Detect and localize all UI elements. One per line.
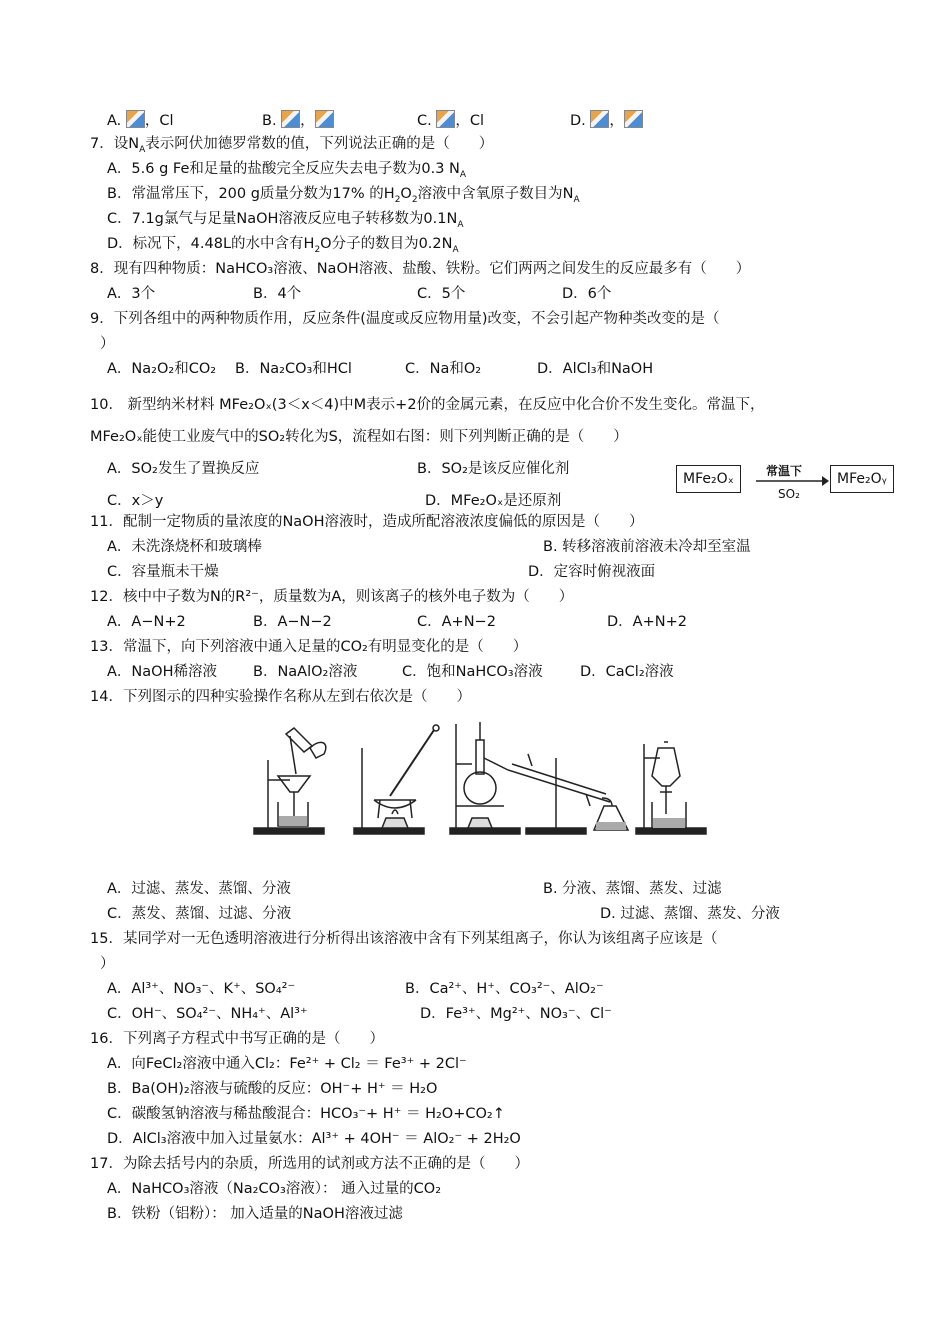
- q17-stem: 17．为除去括号内的杂质，所选用的试剂或方法不正确的是（ ）: [90, 1156, 529, 1172]
- q7-option-c: C．7.1g氯气与足量NaOH溶液反应电子转移数为$0.1N_A$: [107, 211, 464, 230]
- q10-option-c: C．x＞y: [107, 493, 164, 509]
- q14-option-c: C．蒸发、蒸馏、过滤、分液: [107, 906, 292, 922]
- formula-image: [315, 110, 334, 128]
- evaporation-apparatus: [354, 725, 439, 834]
- q17-option-a: A．NaHCO₃溶液（Na₂CO₃溶液）： 通入过量的CO₂: [107, 1181, 442, 1197]
- q6-option-b: [262, 110, 334, 130]
- q9-stem-cont: ）: [100, 336, 115, 352]
- flow-label-reagent: SO₂: [778, 487, 800, 501]
- q13-stem: 13．常温下，向下列溶液中通入足量的CO₂有明显变化的是（ ）: [90, 639, 528, 655]
- formula-image: [126, 110, 145, 128]
- q10-line2: MFe₂Oₓ能使工业废气中的SO₂转化为S，流程如右图：则下列判断正确的是（ ）: [90, 429, 628, 445]
- filtration-apparatus: [254, 728, 326, 834]
- q6-option-d-sep: ，: [609, 113, 624, 129]
- q9-option-c: C．Na和O₂: [405, 361, 482, 377]
- q12-option-b: B．A−N−2: [253, 614, 332, 630]
- q8-option-a: A．3个: [107, 286, 156, 302]
- lab-apparatus-figure: [250, 718, 710, 838]
- q6-option-a-text: ，Cl: [144, 113, 174, 129]
- q12-option-c: C．A+N−2: [417, 614, 496, 630]
- q16-option-a: A．向FeCl₂溶液中通入Cl₂：Fe²⁺ + Cl₂ ＝ Fe³⁺ + 2Cl⁻: [107, 1056, 467, 1072]
- q12-option-d: D．A+N+2: [607, 614, 687, 630]
- q11-option-a: A．未洗涤烧杯和玻璃棒: [107, 539, 262, 555]
- q12-option-a: A．A−N+2: [107, 614, 186, 630]
- q9-stem: 9．下列各组中的两种物质作用，反应条件(温度或反应物用量)改变，不会引起产物种类改变的是（: [90, 311, 720, 327]
- q16-stem: 16．下列离子方程式中书写正确的是（ ）: [90, 1031, 384, 1047]
- q13-option-a: A．NaOH稀溶液: [107, 664, 217, 680]
- q15-stem: 15．某同学对一无色透明溶液进行分析得出该溶液中含有下列某组离子，你认为该组离子应该是（: [90, 931, 718, 947]
- q6-option-b-label: B.: [262, 113, 277, 129]
- q13-option-c: C．饱和NaHCO₃溶液: [402, 664, 543, 680]
- receiving-flask: [594, 806, 628, 830]
- formula-image: [590, 110, 609, 128]
- q16-option-c: C．碳酸氢钠溶液与稀盐酸混合：HCO₃⁻+ H⁺ ＝ H₂O+CO₂↑: [107, 1106, 505, 1122]
- q13-option-b: B．NaAlO₂溶液: [253, 664, 358, 680]
- q6-option-a: [107, 110, 174, 130]
- q9-option-d: D．AlCl₃和NaOH: [537, 361, 654, 377]
- q15-option-a: A．Al³⁺、NO₃⁻、K⁺、SO₄²⁻: [107, 981, 296, 997]
- q14-option-d: D. 过滤、蒸馏、蒸发、分液: [600, 906, 780, 922]
- q15-stem-cont: ）: [100, 956, 115, 972]
- q6-option-c-label: C.: [417, 113, 432, 129]
- q11-stem: 11．配制一定物质的量浓度的NaOH溶液时，造成所配溶液浓度偏低的原因是（ ）: [90, 514, 644, 530]
- distillation-apparatus: [450, 722, 612, 834]
- q13-option-d: D．CaCl₂溶液: [580, 664, 674, 680]
- q10-option-a: A．SO₂发生了置换反应: [107, 461, 260, 477]
- q16-option-d: D．AlCl₃溶液中加入过量氨水：Al³⁺ + 4OH⁻ ＝ AlO₂⁻ + 2H₂O: [107, 1131, 521, 1147]
- q7-option-b: B．常温常压下，200 g质量分数为17% 的$H_2O_2$溶液中含氧原子数目为$N_A$: [107, 186, 580, 205]
- q10-line1: 10． 新型纳米材料 MFe₂Oₓ(3＜x＜4)中M表示+2价的金属元素，在反应中化合价不发生变化。常温下，: [90, 397, 765, 413]
- q15-option-d: D．Fe³⁺、Mg²⁺、NO₃⁻、Cl⁻: [420, 1006, 612, 1022]
- flow-box-product: MFe₂Oᵧ: [830, 465, 894, 493]
- q12-stem: 12．核中中子数为N的R²⁻，质量数为A，则该离子的核外电子数为（ ）: [90, 589, 574, 605]
- q9-option-a: A．Na₂O₂和CO₂: [107, 361, 217, 377]
- q16-option-b: B．Ba(OH)₂溶液与硫酸的反应：OH⁻+ H⁺ ＝ H₂O: [107, 1081, 438, 1097]
- q8-option-b: B．4个: [253, 286, 302, 302]
- q6-option-d-label: D.: [570, 113, 586, 129]
- q6-option-c: [417, 110, 484, 130]
- q10-option-b: B．SO₂是该反应催化剂: [417, 461, 570, 477]
- formula-image: [436, 110, 455, 128]
- q9-option-b: B．Na₂CO₃和HCl: [235, 361, 352, 377]
- q14-option-b: B. 分液、蒸馏、蒸发、过滤: [543, 881, 722, 897]
- q11-option-b: B. 转移溶液前溶液未冷却至室温: [543, 539, 751, 555]
- separatory-funnel-apparatus: [636, 742, 706, 834]
- flow-label-condition: 常温下: [766, 464, 803, 478]
- q7-stem: 7．设$N_A$表示阿伏加德罗常数的值，下列说法正确的是（ ）: [90, 136, 494, 155]
- q7-option-d: D．标况下，4.48L的水中含有$H_2O$分子的数目为$0.2N_A$: [107, 236, 459, 255]
- q15-option-c: C．OH⁻、SO₄²⁻、NH₄⁺、Al³⁺: [107, 1006, 308, 1022]
- q8-option-c: C．5个: [417, 286, 466, 302]
- q8-stem: 8．现有四种物质：NaHCO₃溶液、NaOH溶液、盐酸、铁粉。它们两两之间发生的反应最多有（ ）: [90, 261, 751, 277]
- q6-option-c-text: ，Cl: [455, 113, 484, 129]
- q11-option-d: D．定容时俯视液面: [528, 564, 656, 580]
- q6-option-b-sep: ，: [300, 113, 315, 129]
- formula-image: [281, 110, 300, 128]
- q10-option-d: D．MFe₂Oₓ是还原剂: [425, 493, 562, 509]
- q14-option-a: A．过滤、蒸发、蒸馏、分液: [107, 881, 291, 897]
- q7-option-a: A．5.6 g Fe和足量的盐酸完全反应失去电子数为0.3 $N_A$: [107, 161, 467, 180]
- q6-option-a-label: A.: [107, 113, 122, 129]
- flow-box-reactant: MFe₂Oₓ: [676, 465, 741, 493]
- q15-option-b: B．Ca²⁺、H⁺、CO₃²⁻、AlO₂⁻: [405, 981, 604, 997]
- q6-option-d: [570, 110, 643, 130]
- q14-stem: 14．下列图示的四种实验操作名称从左到右依次是（ ）: [90, 689, 471, 705]
- q17-option-b: B．铁粉（铝粉）： 加入适量的NaOH溶液过滤: [107, 1206, 403, 1222]
- q8-option-d: D．6个: [562, 286, 612, 302]
- formula-image: [624, 110, 643, 128]
- q11-option-c: C．容量瓶未干燥: [107, 564, 219, 580]
